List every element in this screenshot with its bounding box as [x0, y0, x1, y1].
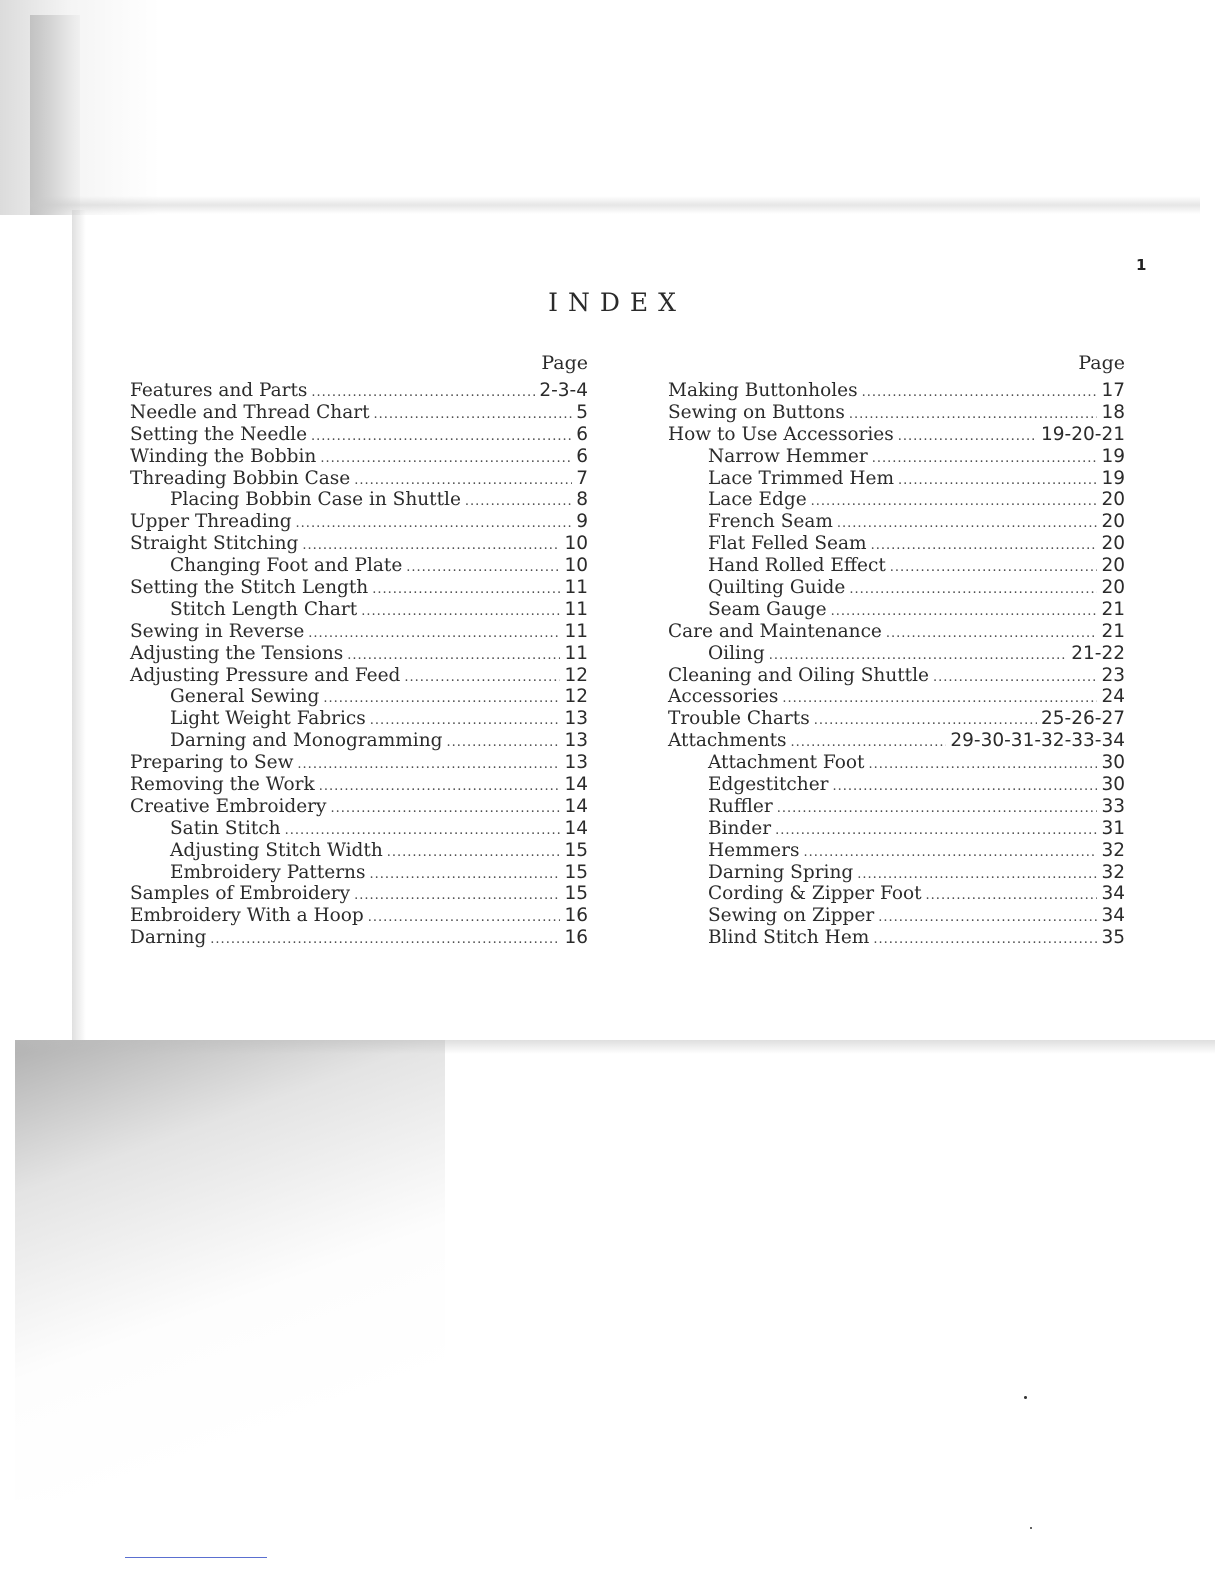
index-entry-page: 16 — [564, 905, 588, 927]
index-entry-page: 14 — [564, 795, 588, 817]
index-entry-label: Adjusting Stitch Width — [170, 839, 383, 861]
dot-leader — [782, 688, 1097, 710]
index-entry-label: Lace Edge — [708, 489, 807, 511]
dot-leader — [791, 732, 947, 754]
index-entry-page: 18 — [1101, 401, 1125, 423]
index-entry-label: Needle and Thread Chart — [130, 401, 370, 423]
scan-shadow-band — [30, 196, 1200, 214]
index-left-column — [130, 350, 588, 949]
index-entry-label: Sewing on Zipper — [708, 905, 875, 927]
index-entry-label: Changing Foot and Plate — [170, 555, 403, 577]
dot-leader — [446, 732, 560, 754]
dot-leader — [857, 864, 1097, 886]
scan-shadow-left-edge — [72, 210, 86, 1040]
dot-leader — [886, 623, 1098, 645]
dot-leader — [387, 842, 561, 864]
index-entry-label: Threading Bobbin Case — [130, 467, 351, 489]
index-entry-label: Binder — [708, 817, 772, 839]
index-entry-page: 20 — [1101, 577, 1125, 599]
dot-leader — [849, 579, 1097, 601]
index-entry — [668, 599, 1125, 621]
index-entry-page: 16 — [564, 927, 588, 949]
dot-leader — [811, 491, 1098, 513]
dot-leader — [872, 448, 1098, 470]
index-entry — [668, 818, 1125, 840]
index-entry-label: Adjusting Pressure and Feed — [130, 664, 401, 686]
index-entry — [130, 686, 588, 708]
index-entry-label: French Seam — [708, 511, 833, 533]
dot-leader — [297, 754, 560, 776]
index-entry — [130, 555, 588, 577]
index-entry-page: 13 — [564, 730, 588, 752]
dot-leader — [285, 820, 561, 842]
index-entry-label: Embroidery Patterns — [170, 861, 366, 883]
index-entry-label: Trouble Charts — [668, 708, 810, 730]
index-entry — [668, 796, 1125, 818]
index-entry — [668, 468, 1125, 490]
dot-leader — [871, 535, 1098, 557]
index-entry-page: 11 — [564, 620, 588, 642]
index-entry-label: Attachments — [668, 730, 787, 752]
index-entry-label: Hand Rolled Effect — [708, 555, 886, 577]
index-entry-page: 30 — [1101, 752, 1125, 774]
index-entry — [130, 708, 588, 730]
dot-leader — [803, 842, 1097, 864]
page-column-header: Page — [1078, 352, 1125, 374]
dot-leader — [890, 557, 1098, 579]
index-entry — [130, 402, 588, 424]
scan-shadow-bottom-band — [15, 1040, 1215, 1054]
index-entry-page: 19 — [1101, 467, 1125, 489]
index-entry-label: Sewing on Buttons — [668, 401, 845, 423]
page-number: 1 — [1136, 256, 1147, 274]
index-entry-label: Setting the Stitch Length — [130, 577, 369, 599]
index-entry-page: 20 — [1101, 489, 1125, 511]
index-entry-page: 34 — [1101, 905, 1125, 927]
dot-leader — [320, 448, 572, 470]
index-entry-label: Attachment Foot — [708, 752, 865, 774]
index-entry-page: 32 — [1101, 839, 1125, 861]
dot-leader — [868, 754, 1097, 776]
index-entry — [130, 468, 588, 490]
index-entry-page: 34 — [1101, 883, 1125, 905]
dot-leader — [898, 426, 1037, 448]
index-entry-page: 13 — [564, 752, 588, 774]
index-entry — [130, 862, 588, 884]
index-entry-page: 12 — [564, 664, 588, 686]
index-entry-label: Cording & Zipper Foot — [708, 883, 922, 905]
dot-leader — [933, 667, 1097, 689]
index-entry — [668, 555, 1125, 577]
index-entry-page: 2-3-4 — [539, 380, 588, 401]
index-entry — [668, 905, 1125, 927]
index-entry — [130, 730, 588, 752]
index-entry — [130, 927, 588, 949]
scan-speck — [1030, 1527, 1032, 1529]
index-entry — [130, 489, 588, 511]
index-entry-label: Edgestitcher — [708, 774, 829, 796]
scan-shadow-top — [0, 0, 1224, 215]
index-entry-page: 24 — [1101, 686, 1125, 708]
index-entry-page: 35 — [1101, 927, 1125, 949]
index-entry-page: 21 — [1101, 620, 1125, 642]
dot-leader — [372, 579, 560, 601]
index-entry-page: 25-26-27 — [1041, 708, 1125, 730]
dot-leader — [354, 470, 572, 492]
index-entry-page: 5 — [576, 401, 588, 423]
index-entry-page: 19-20-21 — [1041, 423, 1125, 445]
index-entry-label: Upper Threading — [130, 511, 292, 533]
index-entry — [130, 599, 588, 621]
index-entry-page: 10 — [564, 533, 588, 555]
index-entry-label: Seam Gauge — [708, 598, 827, 620]
index-entry-label: Adjusting the Tensions — [130, 642, 344, 664]
index-entry-label: Oiling — [708, 642, 765, 664]
index-entry-page: 20 — [1101, 511, 1125, 533]
index-entry — [668, 883, 1125, 905]
dot-leader — [302, 535, 560, 557]
index-entry-page: 6 — [576, 445, 588, 467]
index-entry — [130, 905, 588, 927]
dot-leader — [347, 645, 560, 667]
dot-leader — [374, 404, 573, 426]
index-entry — [668, 840, 1125, 862]
index-entry — [130, 796, 588, 818]
index-entry-page: 7 — [576, 467, 588, 489]
index-entries-right — [668, 380, 1125, 949]
index-entry-page: 15 — [564, 861, 588, 883]
index-entry-label: General Sewing — [170, 686, 320, 708]
index-entry — [130, 380, 588, 402]
scan-shadow-top-left — [30, 15, 80, 215]
index-entry — [668, 708, 1125, 730]
dot-leader — [406, 557, 560, 579]
index-entry-page: 15 — [564, 839, 588, 861]
index-entry-label: Embroidery With a Hoop — [130, 905, 364, 927]
index-entry-page: 32 — [1101, 861, 1125, 883]
index-entry — [130, 511, 588, 533]
index-entry — [668, 927, 1125, 949]
index-entry-page: 21-22 — [1071, 642, 1125, 664]
index-entry-label: Features and Parts — [130, 380, 308, 401]
index-entry-page: 33 — [1101, 795, 1125, 817]
index-entry-page: 31 — [1101, 817, 1125, 839]
index-entry-label: Quilting Guide — [708, 577, 846, 599]
dot-leader — [849, 404, 1098, 426]
dot-leader — [210, 929, 560, 951]
index-entry-page: 10 — [564, 555, 588, 577]
index-entry-page: 8 — [576, 489, 588, 511]
index-entry — [668, 643, 1125, 665]
index-entry-page: 23 — [1101, 664, 1125, 686]
dot-leader — [898, 470, 1097, 492]
index-entry — [668, 511, 1125, 533]
index-entry — [130, 446, 588, 468]
index-entry-label: Sewing in Reverse — [130, 620, 305, 642]
dot-leader — [777, 798, 1098, 820]
dot-leader — [354, 885, 560, 907]
index-entry-label: Blind Stitch Hem — [708, 927, 870, 949]
index-entry-page: 14 — [564, 774, 588, 796]
index-entry — [668, 665, 1125, 687]
index-entry-label: Flat Felled Seam — [708, 533, 867, 555]
scan-speck — [1024, 1396, 1027, 1399]
index-entry — [130, 665, 588, 687]
dot-leader — [323, 688, 560, 710]
index-entry — [130, 818, 588, 840]
index-entry — [130, 621, 588, 643]
index-entry-page: 20 — [1101, 533, 1125, 555]
index-entry-label: Care and Maintenance — [668, 620, 882, 642]
index-entry — [668, 424, 1125, 446]
dot-leader — [465, 491, 572, 513]
index-entry-label: Accessories — [668, 686, 779, 708]
index-entry — [668, 446, 1125, 468]
index-entry-page: 13 — [564, 708, 588, 730]
index-entry-page: 11 — [564, 642, 588, 664]
dot-leader — [361, 601, 560, 623]
dot-leader — [862, 382, 1098, 404]
scan-line-artifact — [125, 1557, 267, 1558]
index-entry-label: Stitch Length Chart — [170, 598, 358, 620]
index-entry — [130, 643, 588, 665]
index-entry — [130, 883, 588, 905]
index-entry-page: 9 — [576, 511, 588, 533]
dot-leader — [878, 907, 1097, 929]
index-entry-page: 14 — [564, 817, 588, 839]
dot-leader — [368, 907, 561, 929]
index-entry — [130, 533, 588, 555]
index-entry-label: Preparing to Sew — [130, 752, 294, 774]
index-entry — [130, 774, 588, 796]
index-entry-label: Making Buttonholes — [668, 380, 858, 401]
dot-leader — [330, 798, 560, 820]
index-entry-label: Hemmers — [708, 839, 800, 861]
index-entry-page: 11 — [564, 598, 588, 620]
index-entry — [668, 686, 1125, 708]
dot-leader — [311, 382, 535, 404]
dot-leader — [775, 820, 1097, 842]
index-entry-label: How to Use Accessories — [668, 423, 894, 445]
dot-leader — [311, 426, 572, 448]
index-entry-label: Setting the Needle — [130, 423, 308, 445]
index-entry-label: Darning Spring — [708, 861, 854, 883]
index-entry — [668, 774, 1125, 796]
index-entry — [130, 752, 588, 774]
dot-leader — [831, 601, 1098, 623]
index-entry — [668, 752, 1125, 774]
dot-leader — [837, 513, 1098, 535]
index-entry-page: 19 — [1101, 445, 1125, 467]
dot-leader — [769, 645, 1068, 667]
dot-leader — [296, 513, 573, 535]
index-entry-label: Samples of Embroidery — [130, 883, 351, 905]
index-entry-label: Straight Stitching — [130, 533, 299, 555]
index-entry-label: Creative Embroidery — [130, 795, 327, 817]
index-entry-label: Winding the Bobbin — [130, 445, 317, 467]
page-title: INDEX — [548, 288, 686, 317]
index-entry-label: Light Weight Fabrics — [170, 708, 366, 730]
index-entry-label: Removing the Work — [130, 774, 315, 796]
index-entry-page: 11 — [564, 577, 588, 599]
index-entry-page: 29-30-31-32-33-34 — [950, 730, 1125, 752]
dot-leader — [319, 776, 561, 798]
index-entry — [668, 402, 1125, 424]
index-entry — [668, 577, 1125, 599]
scan-shadow-bottom-left — [15, 1040, 445, 1500]
index-entry — [130, 424, 588, 446]
index-entry — [668, 380, 1125, 402]
dot-leader — [370, 710, 561, 732]
index-entry — [668, 621, 1125, 643]
index-entry-label: Lace Trimmed Hem — [708, 467, 894, 489]
index-entry-label: Ruffler — [708, 795, 773, 817]
index-entry-label: Satin Stitch — [170, 817, 281, 839]
dot-leader — [833, 776, 1098, 798]
index-entry-page: 6 — [576, 423, 588, 445]
index-entry-label: Narrow Hemmer — [708, 445, 868, 467]
index-entries-left — [130, 380, 588, 949]
index-right-column — [668, 350, 1125, 949]
dot-leader — [369, 864, 560, 886]
index-entry-label: Cleaning and Oiling Shuttle — [668, 664, 929, 686]
index-entry — [130, 840, 588, 862]
page-column-header: Page — [541, 352, 588, 374]
index-entry-page: 15 — [564, 883, 588, 905]
index-entry-page: 30 — [1101, 774, 1125, 796]
dot-leader — [926, 885, 1098, 907]
index-entry-page: 21 — [1101, 598, 1125, 620]
index-entry-label: Darning — [130, 927, 207, 949]
index-entry-label: Darning and Monogramming — [170, 730, 443, 752]
index-entry-page: 12 — [564, 686, 588, 708]
index-entry — [668, 862, 1125, 884]
index-entry — [668, 533, 1125, 555]
index-entry — [668, 489, 1125, 511]
index-entry — [130, 577, 588, 599]
index-entry-label: Placing Bobbin Case in Shuttle — [170, 489, 461, 511]
dot-leader — [308, 623, 560, 645]
dot-leader — [873, 929, 1097, 951]
dot-leader — [404, 667, 560, 689]
dot-leader — [814, 710, 1037, 732]
index-entry-page: 17 — [1101, 380, 1125, 401]
index-entry — [668, 730, 1125, 752]
index-entry-page: 20 — [1101, 555, 1125, 577]
